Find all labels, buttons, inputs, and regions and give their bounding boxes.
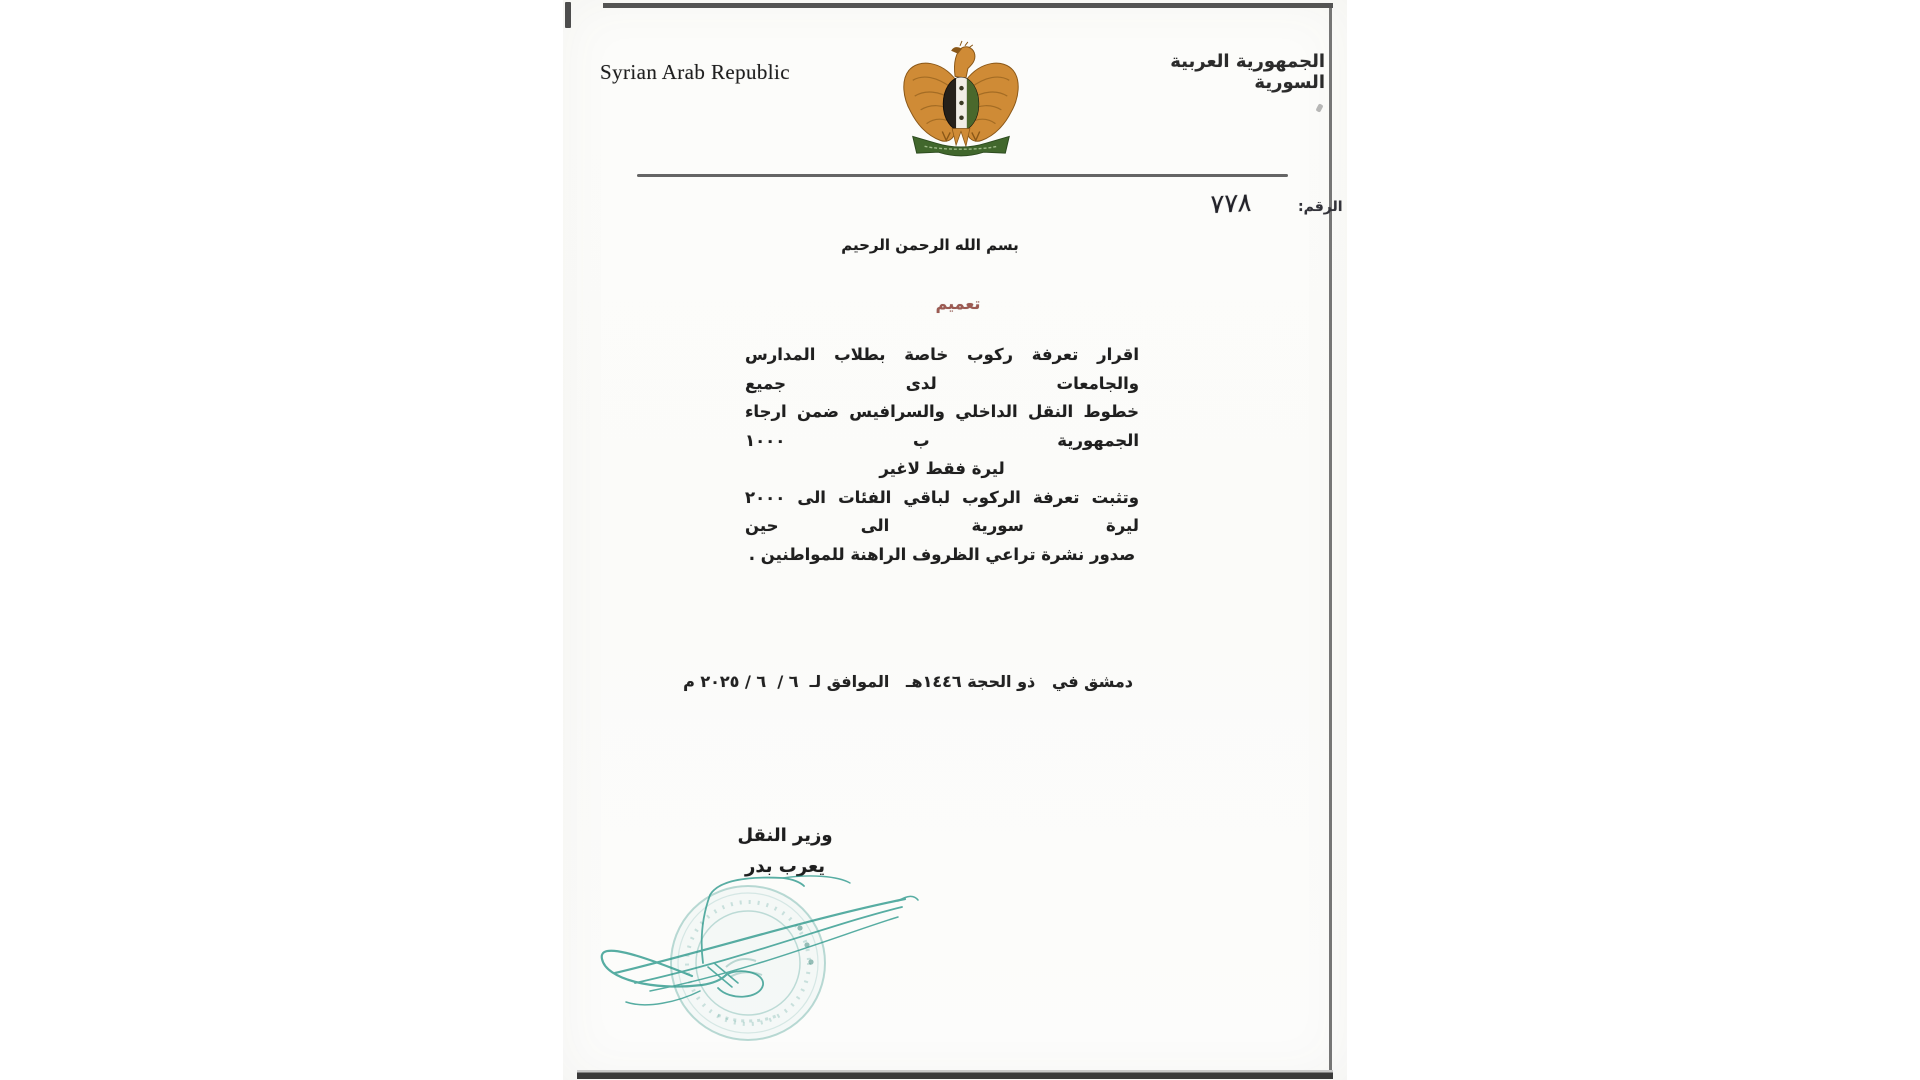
- scan-right-edge-line: [1329, 4, 1332, 1076]
- scan-artifact-top-left: [565, 2, 571, 28]
- minister-title: وزير النقل: [737, 825, 833, 846]
- header-divider-line: [637, 174, 1288, 177]
- handwritten-reference-number: ٧٧٨: [1209, 187, 1253, 221]
- body-line: خطوط النقل الداخلي والسرافيس ضمن ارجاء الجمهورية ب ١٠٠٠: [745, 402, 1139, 450]
- scan-top-edge-line: [603, 3, 1333, 8]
- body-line: صدور نشرة تراعي الظروف الراهنة للمواطنين .: [748, 544, 1136, 564]
- country-name-english: Syrian Arab Republic: [600, 60, 790, 84]
- minister-name: يعرب بدر: [745, 856, 825, 877]
- ministry-stamp-icon: [671, 886, 825, 1040]
- reference-label: الرقم:: [1298, 199, 1343, 215]
- body-line: اقرار تعرفة ركوب خاصة بطلاب المدارس والجامعات لدى جميع: [745, 345, 1139, 393]
- country-name-arabic: الجمهورية العربية السورية: [1170, 51, 1325, 93]
- date-line: دمشق في ذو الحجة ١٤٤٦هـ الموافق لـ ٦ / ٦ / ٢٠٢٥ م: [683, 672, 1133, 691]
- body-line: وتثبت تعرفة الركوب لباقي الفئات الى ٢٠٠٠ ليرة سورية الى حين: [745, 487, 1139, 535]
- scan-bottom-edge-line: [577, 1070, 1333, 1079]
- body-line: ليرة فقط لاغير: [879, 459, 1005, 478]
- stamp-and-signature: [580, 855, 980, 1059]
- bismillah-text: بسم الله الرحمن الرحيم: [841, 236, 1019, 254]
- syrian-eagle-emblem-icon: [897, 40, 1025, 164]
- circular-subject-title: تعميم: [935, 294, 981, 313]
- letter-body: [745, 341, 1139, 569]
